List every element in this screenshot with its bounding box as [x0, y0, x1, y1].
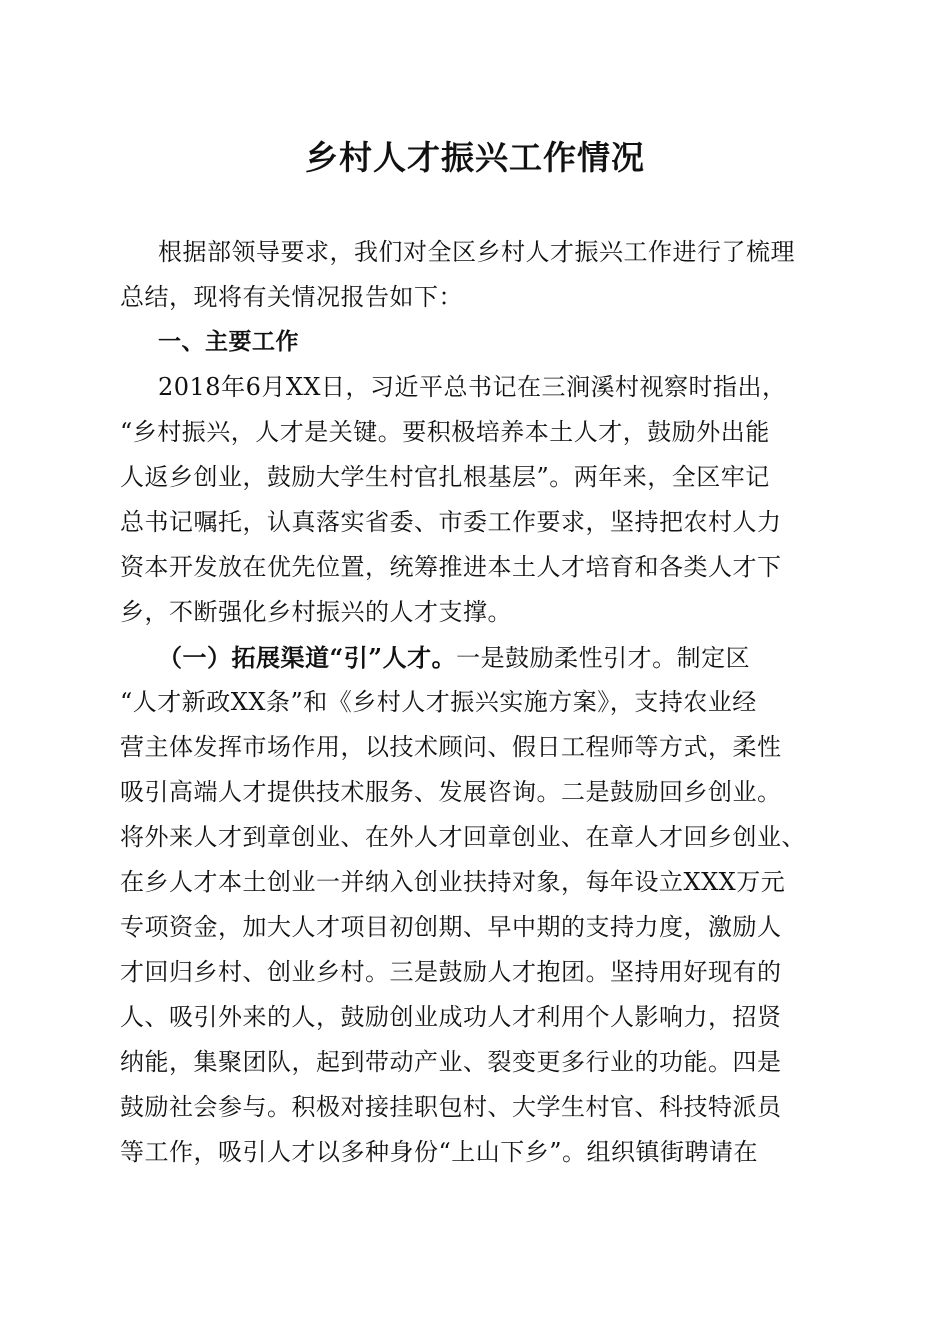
paragraph-line: 资本开发放在优先位置，统筹推进本土人才培育和各类人才下 — [120, 553, 782, 581]
subsection-heading: （一）拓展渠道“引”人才。 — [158, 643, 457, 672]
section-heading: 一、主要工作 — [158, 329, 299, 355]
paragraph-line: 人、吸引外来的人，鼓励创业成功人才利用个人影响力，招贤 — [120, 1003, 782, 1031]
paragraph-line: 总书记嘱托，认真落实省委、市委工作要求，坚持把农村人力 — [120, 508, 782, 536]
paragraph-line: 将外来人才到章创业、在外人才回章创业、在章人才回乡创业、 — [120, 823, 806, 851]
subsection-first-line — [120, 635, 830, 680]
paragraph-line: 纳能，集聚团队，起到带动产业、裂变更多行业的功能。四是 — [120, 1048, 782, 1076]
document-title: 乡村人才振兴工作情况 — [305, 138, 645, 177]
paragraph-line: 才回归乡村、创业乡村。三是鼓励人才抱团。坚持用好现有的 — [120, 958, 782, 986]
document-body — [120, 230, 830, 1175]
paragraph-line: 在乡人才本土创业一并纳入创业扶持对象，每年设立XXX万元 — [120, 868, 786, 896]
paragraph-line: “人才新政XX条”和《乡村人才振兴实施方案》，支持农业经 — [120, 688, 757, 716]
paragraph-line: 2018年6月XX日，习近平总书记在三涧溪村视察时指出， — [158, 373, 787, 401]
paragraph-line: 鼓励社会参与。积极对接挂职包村、大学生村官、科技特派员 — [120, 1093, 782, 1121]
paragraph-line: “乡村振兴，人才是关键。要积极培养本土人才，鼓励外出能 — [120, 418, 770, 446]
paragraph-line: 营主体发挥市场作用，以技术顾问、假日工程师等方式，柔性 — [120, 733, 782, 761]
paragraph-text: 一是鼓励柔性引才。制定区 — [456, 644, 751, 672]
intro-line: 根据部领导要求，我们对全区乡村人才振兴工作进行了梳理 — [158, 238, 795, 266]
paragraph-line: 专项资金，加大人才项目初创期、早中期的支持力度，激励人 — [120, 913, 782, 941]
paragraph-line: 吸引高端人才提供技术服务、发展咨询。二是鼓励回乡创业。 — [120, 778, 782, 806]
intro-line: 总结，现将有关情况报告如下： — [120, 283, 463, 311]
paragraph-line: 乡，不断强化乡村振兴的人才支撑。 — [120, 598, 512, 626]
paragraph-line: 人返乡创业，鼓励大学生村官扎根基层”。两年来，全区牢记 — [120, 463, 770, 491]
paragraph-line: 等工作，吸引人才以多种身份“上山下乡”。组织镇街聘请在 — [120, 1138, 759, 1166]
